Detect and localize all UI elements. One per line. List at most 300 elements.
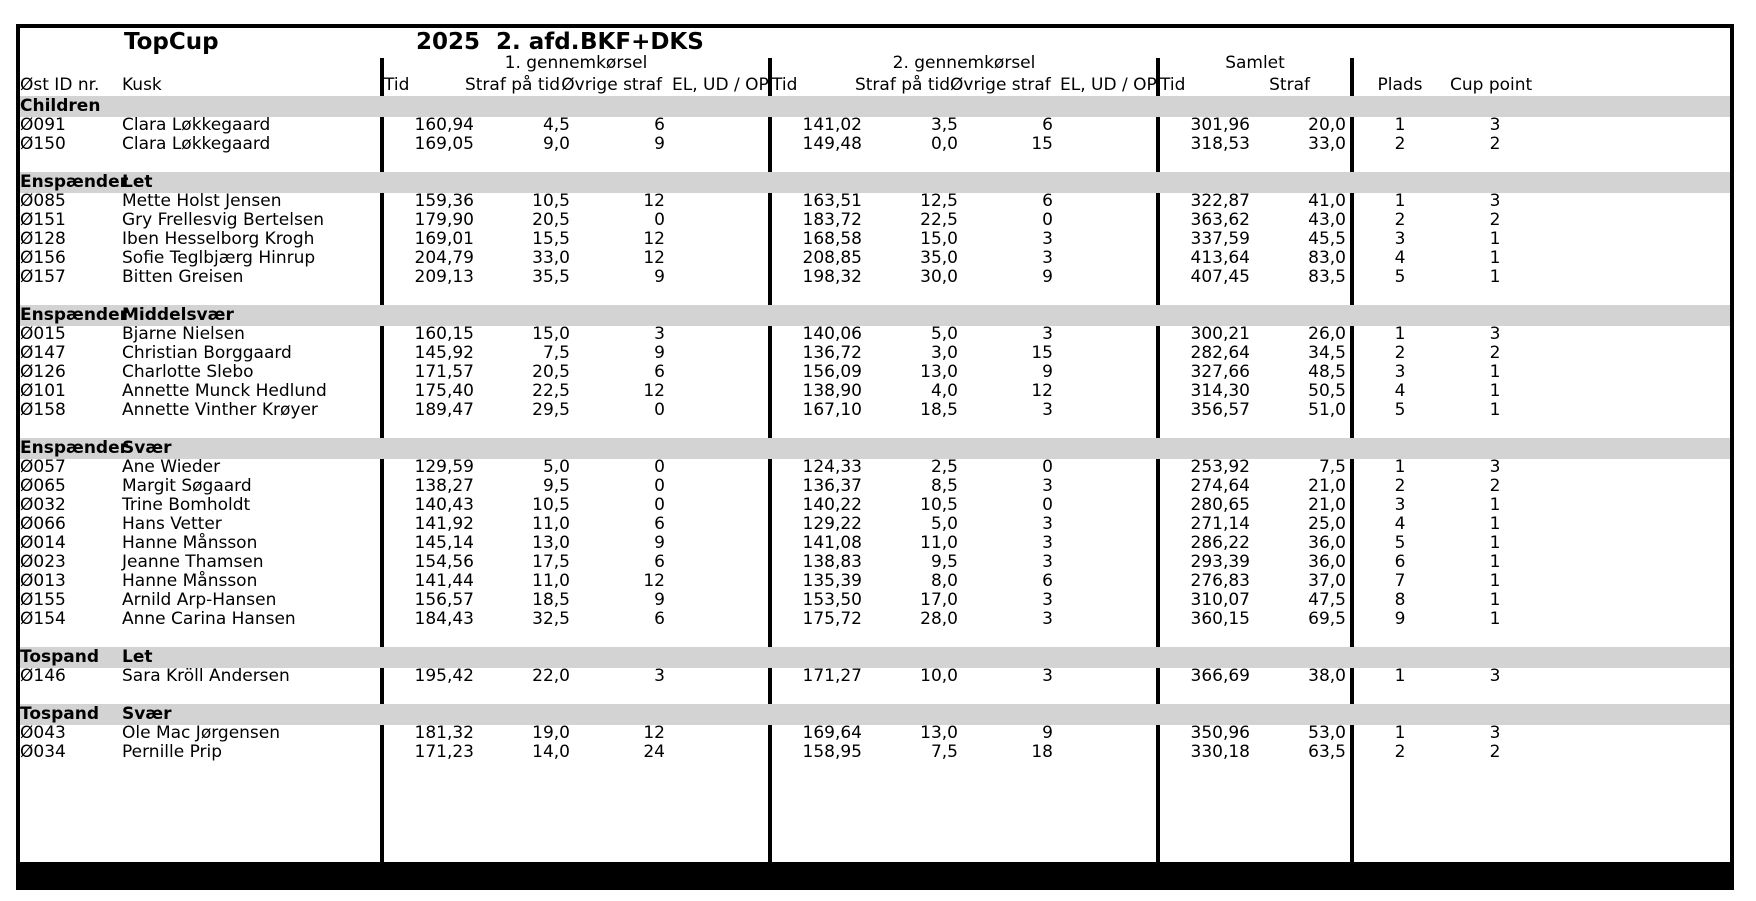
class-name: Enspænder [20,305,129,325]
cell-r2-tp: 4,0 [930,381,958,401]
cell-r1-op: 0 [654,495,665,515]
cell-r2-op: 3 [1042,324,1053,344]
cell-r1-op: 12 [643,723,665,743]
cell-r1-op: 9 [654,590,665,610]
bottom-bar [20,862,1730,886]
column-header-r2-time-penalty: Straf på tid [854,75,950,95]
cell-r1-tp: 11,0 [532,514,570,534]
cell-r2-op: 15 [1031,134,1053,154]
cell-r2-tp: 18,5 [920,400,958,420]
cell-r1-time: 181,32 [414,723,474,743]
cell-r1-tp: 5,0 [542,457,570,477]
cell-r2-op: 15 [1031,343,1053,363]
cell-r1-op: 3 [654,324,665,344]
cell-driver: Annette Munck Hedlund [122,381,327,401]
cell-cup: 3 [1489,666,1501,686]
cell-r1-tp: 4,5 [542,115,570,135]
cell-r2-op: 3 [1042,609,1053,629]
cell-r2-time: 163,51 [802,191,862,211]
cell-r2-tp: 10,0 [920,666,958,686]
cell-tot-pen: 38,0 [1308,666,1346,686]
cell-id: Ø043 [20,723,66,743]
cell-r1-tp: 17,5 [532,552,570,572]
cell-r1-op: 12 [643,571,665,591]
cell-r1-op: 3 [654,666,665,686]
cell-id: Ø126 [20,362,66,382]
cell-tot-pen: 53,0 [1308,723,1346,743]
cell-tot-time: 300,21 [1190,324,1250,344]
cell-tot-time: 271,14 [1190,514,1250,534]
results-sheet [16,24,1734,890]
cell-r2-op: 3 [1042,229,1053,249]
cell-r2-time: 175,72 [802,609,862,629]
cell-r1-op: 12 [643,381,665,401]
group-header-run1: 1. gennemkørsel [504,53,648,73]
cell-id: Ø150 [20,134,66,154]
class-level: Middelsvær [122,305,234,325]
cell-place: 1 [1394,666,1406,686]
cell-id: Ø066 [20,514,66,534]
cell-driver: Hanne Månsson [122,533,258,553]
cell-tot-pen: 36,0 [1308,533,1346,553]
cell-r1-time: 204,79 [414,248,474,268]
cell-driver: Clara Løkkegaard [122,134,271,154]
cell-r2-time: 183,72 [802,210,862,230]
cell-cup: 3 [1489,723,1501,743]
cell-tot-pen: 48,5 [1308,362,1346,382]
cell-r2-time: 136,37 [802,476,862,496]
cell-r2-time: 153,50 [802,590,862,610]
column-header-r1-time-penalty: Straf på tid [464,75,560,95]
cell-tot-pen: 36,0 [1308,552,1346,572]
cell-r1-time: 195,42 [414,666,474,686]
cell-tot-time: 360,15 [1190,609,1250,629]
column-header-place: Plads [1377,75,1423,95]
cell-tot-time: 366,69 [1190,666,1250,686]
cell-cup: 3 [1489,115,1501,135]
cell-place: 4 [1394,514,1406,534]
cell-driver: Trine Bomholdt [122,495,251,515]
cell-driver: Anne Carina Hansen [122,609,296,629]
cell-place: 3 [1394,229,1406,249]
cell-tot-pen: 51,0 [1308,400,1346,420]
cell-r1-time: 169,05 [414,134,474,154]
cell-r1-time: 175,40 [414,381,474,401]
cell-r1-time: 129,59 [414,457,474,477]
cell-id: Ø057 [20,457,66,477]
cell-driver: Mette Holst Jensen [122,191,282,211]
cell-r1-op: 24 [643,742,665,762]
cell-place: 5 [1394,533,1406,553]
cell-id: Ø065 [20,476,66,496]
cell-r1-time: 141,92 [414,514,474,534]
cell-tot-time: 310,07 [1190,590,1250,610]
cell-place: 1 [1394,324,1406,344]
cell-r2-op: 3 [1042,590,1053,610]
cell-r2-tp: 30,0 [920,267,958,287]
cell-tot-time: 350,96 [1190,723,1250,743]
cell-id: Ø085 [20,191,66,211]
cell-id: Ø157 [20,267,66,287]
cell-r1-op: 0 [654,400,665,420]
cell-cup: 2 [1489,343,1501,363]
cell-r1-op: 6 [654,552,665,572]
cell-tot-pen: 43,0 [1308,210,1346,230]
group-header-total: Samlet [1225,53,1285,73]
cell-tot-time: 413,64 [1190,248,1250,268]
cell-r1-tp: 15,0 [532,324,570,344]
cell-cup: 1 [1489,590,1501,610]
cell-driver: Charlotte Slebo [122,362,254,382]
cell-r2-tp: 2,5 [930,457,958,477]
cell-r2-op: 3 [1042,248,1053,268]
column-header-r2-time: Tid [772,75,798,95]
cell-tot-pen: 7,5 [1318,457,1346,477]
class-name: Children [20,96,101,116]
cell-tot-time: 318,53 [1190,134,1250,154]
cell-r1-op: 6 [654,362,665,382]
cell-cup: 1 [1489,362,1501,382]
cell-cup: 2 [1489,742,1501,762]
cell-place: 3 [1394,495,1406,515]
cell-r2-time: 141,08 [802,533,862,553]
class-level: Svær [122,704,172,724]
class-level: Let [122,647,153,667]
event-label: 2025 2. afd. [416,29,580,55]
cell-id: Ø032 [20,495,66,515]
cell-r1-time: 184,43 [414,609,474,629]
class-header-band [20,438,1730,459]
cell-id: Ø146 [20,666,66,686]
cell-cup: 3 [1489,457,1501,477]
cell-driver: Ole Mac Jørgensen [122,723,281,743]
cell-driver: Hanne Månsson [122,571,258,591]
cell-r1-tp: 22,0 [532,666,570,686]
cell-cup: 1 [1489,571,1501,591]
cell-id: Ø014 [20,533,66,553]
cell-r2-tp: 8,5 [930,476,958,496]
cell-id: Ø151 [20,210,66,230]
cell-tot-pen: 83,5 [1308,267,1346,287]
cell-driver: Jeanne Thamsen [122,552,264,572]
class-name: Enspænder [20,438,129,458]
cell-tot-pen: 47,5 [1308,590,1346,610]
cell-r2-time: 140,22 [802,495,862,515]
cell-tot-time: 407,45 [1190,267,1250,287]
cell-id: Ø154 [20,609,66,629]
cell-place: 5 [1394,267,1406,287]
cell-r1-tp: 14,0 [532,742,570,762]
class-header-band [20,305,1730,326]
cell-r2-tp: 9,5 [930,552,958,572]
cell-r1-tp: 9,0 [542,134,570,154]
column-header-r1-other-penalty: Øvrige straf [561,75,662,95]
cell-r1-op: 0 [654,210,665,230]
cell-tot-time: 276,83 [1190,571,1250,591]
cell-r2-op: 0 [1042,457,1053,477]
cell-cup: 1 [1489,248,1501,268]
cell-r2-op: 0 [1042,495,1053,515]
cell-tot-time: 356,57 [1190,400,1250,420]
cell-r1-time: 171,57 [414,362,474,382]
cell-r2-time: 129,22 [802,514,862,534]
cell-r1-op: 12 [643,191,665,211]
cell-driver: Margit Søgaard [122,476,252,496]
cell-tot-pen: 63,5 [1308,742,1346,762]
cell-r2-time: 158,95 [802,742,862,762]
cell-r1-time: 140,43 [414,495,474,515]
column-header-r2-other-penalty: Øvrige straf [950,75,1051,95]
cell-id: Ø101 [20,381,66,401]
cell-r2-tp: 11,0 [920,533,958,553]
cell-place: 2 [1394,210,1406,230]
cell-r1-tp: 20,5 [532,210,570,230]
cell-r2-time: 167,10 [802,400,862,420]
cell-r1-tp: 33,0 [532,248,570,268]
cell-r2-op: 3 [1042,514,1053,534]
cell-place: 7 [1394,571,1406,591]
column-header-total-penalty: Straf [1269,75,1310,95]
cell-driver: Sara Kröll Andersen [122,666,290,686]
cell-cup: 3 [1489,191,1501,211]
cell-id: Ø155 [20,590,66,610]
cell-r2-time: 140,06 [802,324,862,344]
cell-place: 1 [1394,723,1406,743]
class-level: Svær [122,438,172,458]
cell-r2-time: 169,64 [802,723,862,743]
column-header-total-time: Tid [1160,75,1186,95]
cell-r1-op: 12 [643,229,665,249]
cell-r1-tp: 13,0 [532,533,570,553]
cell-cup: 1 [1489,229,1501,249]
cell-cup: 1 [1489,267,1501,287]
cell-driver: Hans Vetter [122,514,222,534]
cell-place: 3 [1394,362,1406,382]
cell-driver: Arnild Arp-Hansen [122,590,277,610]
cell-id: Ø015 [20,324,66,344]
cell-r2-op: 9 [1042,267,1053,287]
cell-r1-tp: 20,5 [532,362,570,382]
cell-r2-tp: 7,5 [930,742,958,762]
cell-place: 5 [1394,400,1406,420]
cell-tot-time: 330,18 [1190,742,1250,762]
cell-place: 8 [1394,590,1406,610]
cell-id: Ø034 [20,742,66,762]
class-name: Tospand [20,647,100,667]
cell-place: 1 [1394,191,1406,211]
cell-driver: Bjarne Nielsen [122,324,245,344]
cell-driver: Gry Frellesvig Bertelsen [122,210,325,230]
cell-r2-tp: 10,5 [920,495,958,515]
cell-cup: 2 [1489,476,1501,496]
cell-driver: Pernille Prip [122,742,223,762]
column-header-r1-time: Tid [384,75,410,95]
cell-r2-tp: 22,5 [920,210,958,230]
cell-cup: 3 [1489,324,1501,344]
cell-r1-tp: 35,5 [532,267,570,287]
class-header-band [20,647,1730,668]
cell-cup: 1 [1489,533,1501,553]
cell-cup: 1 [1489,495,1501,515]
column-header-r2-el: EL, UD / OP [1060,75,1157,95]
cell-r1-op: 6 [654,115,665,135]
cell-tot-time: 301,96 [1190,115,1250,135]
cell-place: 9 [1394,609,1406,629]
cell-r1-time: 138,27 [414,476,474,496]
cell-r2-time: 136,72 [802,343,862,363]
cell-r2-time: 141,02 [802,115,862,135]
cell-tot-time: 322,87 [1190,191,1250,211]
cell-tot-time: 327,66 [1190,362,1250,382]
cell-tot-pen: 69,5 [1308,609,1346,629]
cell-id: Ø128 [20,229,66,249]
cell-tot-pen: 34,5 [1308,343,1346,363]
cell-r1-time: 159,36 [414,191,474,211]
cell-place: 2 [1394,343,1406,363]
cell-cup: 2 [1489,134,1501,154]
cell-tot-pen: 20,0 [1308,115,1346,135]
cell-r2-op: 6 [1042,191,1053,211]
cell-r1-op: 9 [654,533,665,553]
cell-r2-op: 3 [1042,666,1053,686]
cell-r2-op: 3 [1042,552,1053,572]
cell-r1-tp: 18,5 [532,590,570,610]
page-title: TopCup [124,29,219,55]
cell-tot-pen: 33,0 [1308,134,1346,154]
cell-place: 6 [1394,552,1406,572]
cell-r1-op: 9 [654,267,665,287]
cell-cup: 1 [1489,552,1501,572]
cell-tot-pen: 21,0 [1308,495,1346,515]
cell-r2-tp: 35,0 [920,248,958,268]
cell-r2-op: 18 [1031,742,1053,762]
class-name: Enspænder [20,172,129,192]
cell-r2-time: 149,48 [802,134,862,154]
cell-r1-tp: 9,5 [542,476,570,496]
cell-r2-op: 3 [1042,533,1053,553]
cell-cup: 1 [1489,514,1501,534]
cell-r1-tp: 10,5 [532,191,570,211]
cell-tot-time: 253,92 [1190,457,1250,477]
cell-r1-time: 209,13 [414,267,474,287]
column-header-cup-points: Cup point [1450,75,1533,95]
cell-driver: Clara Løkkegaard [122,115,271,135]
cell-tot-time: 293,39 [1190,552,1250,572]
column-header-id: Øst ID nr. [20,75,100,95]
cell-tot-pen: 41,0 [1308,191,1346,211]
cell-r1-time: 179,90 [414,210,474,230]
cell-tot-pen: 26,0 [1308,324,1346,344]
cell-r2-tp: 28,0 [920,609,958,629]
cell-r2-op: 3 [1042,400,1053,420]
cell-r1-time: 189,47 [414,400,474,420]
cell-r2-time: 208,85 [802,248,862,268]
cell-r2-time: 198,32 [802,267,862,287]
cell-r1-time: 156,57 [414,590,474,610]
cell-driver: Iben Hesselborg Krogh [122,229,315,249]
cell-id: Ø013 [20,571,66,591]
cell-r1-op: 6 [654,609,665,629]
cell-r2-tp: 8,0 [930,571,958,591]
cell-r2-time: 171,27 [802,666,862,686]
class-header-band [20,172,1730,193]
class-header-band [20,96,1730,117]
cell-cup: 1 [1489,609,1501,629]
cell-r1-time: 145,92 [414,343,474,363]
column-header-r1-el: EL, UD / OP [672,75,769,95]
cell-r1-op: 0 [654,476,665,496]
cell-r1-tp: 19,0 [532,723,570,743]
cell-place: 2 [1394,476,1406,496]
class-name: Tospand [20,704,100,724]
cell-r1-tp: 11,0 [532,571,570,591]
cell-r2-op: 6 [1042,115,1053,135]
cell-r1-tp: 10,5 [532,495,570,515]
cell-r1-op: 12 [643,248,665,268]
cell-r2-op: 12 [1031,381,1053,401]
class-level: Let [122,172,153,192]
cell-id: Ø023 [20,552,66,572]
cell-place: 2 [1394,134,1406,154]
cell-r2-time: 156,09 [802,362,862,382]
class-header-band [20,704,1730,725]
cell-tot-time: 280,65 [1190,495,1250,515]
cell-r2-time: 168,58 [802,229,862,249]
cell-cup: 1 [1489,381,1501,401]
column-header-driver: Kusk [122,75,162,95]
cell-tot-pen: 37,0 [1308,571,1346,591]
cell-r2-op: 9 [1042,723,1053,743]
cell-driver: Sofie Teglbjærg Hinrup [122,248,316,268]
cell-r1-tp: 29,5 [532,400,570,420]
cell-r2-tp: 15,0 [920,229,958,249]
cell-driver: Ane Wieder [122,457,221,477]
cell-r2-tp: 0,0 [930,134,958,154]
cell-r1-time: 171,23 [414,742,474,762]
cell-r1-time: 160,15 [414,324,474,344]
group-header-run2: 2. gennemkørsel [892,53,1036,73]
cell-r1-op: 6 [654,514,665,534]
cell-tot-time: 363,62 [1190,210,1250,230]
cell-tot-pen: 50,5 [1308,381,1346,401]
cell-tot-pen: 83,0 [1308,248,1346,268]
cell-r1-tp: 15,5 [532,229,570,249]
cell-r1-time: 141,44 [414,571,474,591]
cell-r1-op: 0 [654,457,665,477]
cell-driver: Christian Borggaard [122,343,292,363]
cell-r1-tp: 7,5 [542,343,570,363]
cell-place: 4 [1394,381,1406,401]
cell-r1-op: 9 [654,343,665,363]
cell-r2-tp: 12,5 [920,191,958,211]
cell-r2-tp: 13,0 [920,362,958,382]
cell-r1-time: 145,14 [414,533,474,553]
cell-place: 1 [1394,115,1406,135]
cell-r2-op: 6 [1042,571,1053,591]
cell-id: Ø091 [20,115,66,135]
cell-r2-time: 135,39 [802,571,862,591]
cell-tot-pen: 45,5 [1308,229,1346,249]
cell-r2-op: 3 [1042,476,1053,496]
cell-tot-time: 282,64 [1190,343,1250,363]
cell-r2-op: 9 [1042,362,1053,382]
cell-driver: Bitten Greisen [122,267,244,287]
cell-r2-tp: 13,0 [920,723,958,743]
cell-r2-tp: 5,0 [930,514,958,534]
cell-tot-time: 286,22 [1190,533,1250,553]
cell-place: 1 [1394,457,1406,477]
cell-tot-pen: 25,0 [1308,514,1346,534]
